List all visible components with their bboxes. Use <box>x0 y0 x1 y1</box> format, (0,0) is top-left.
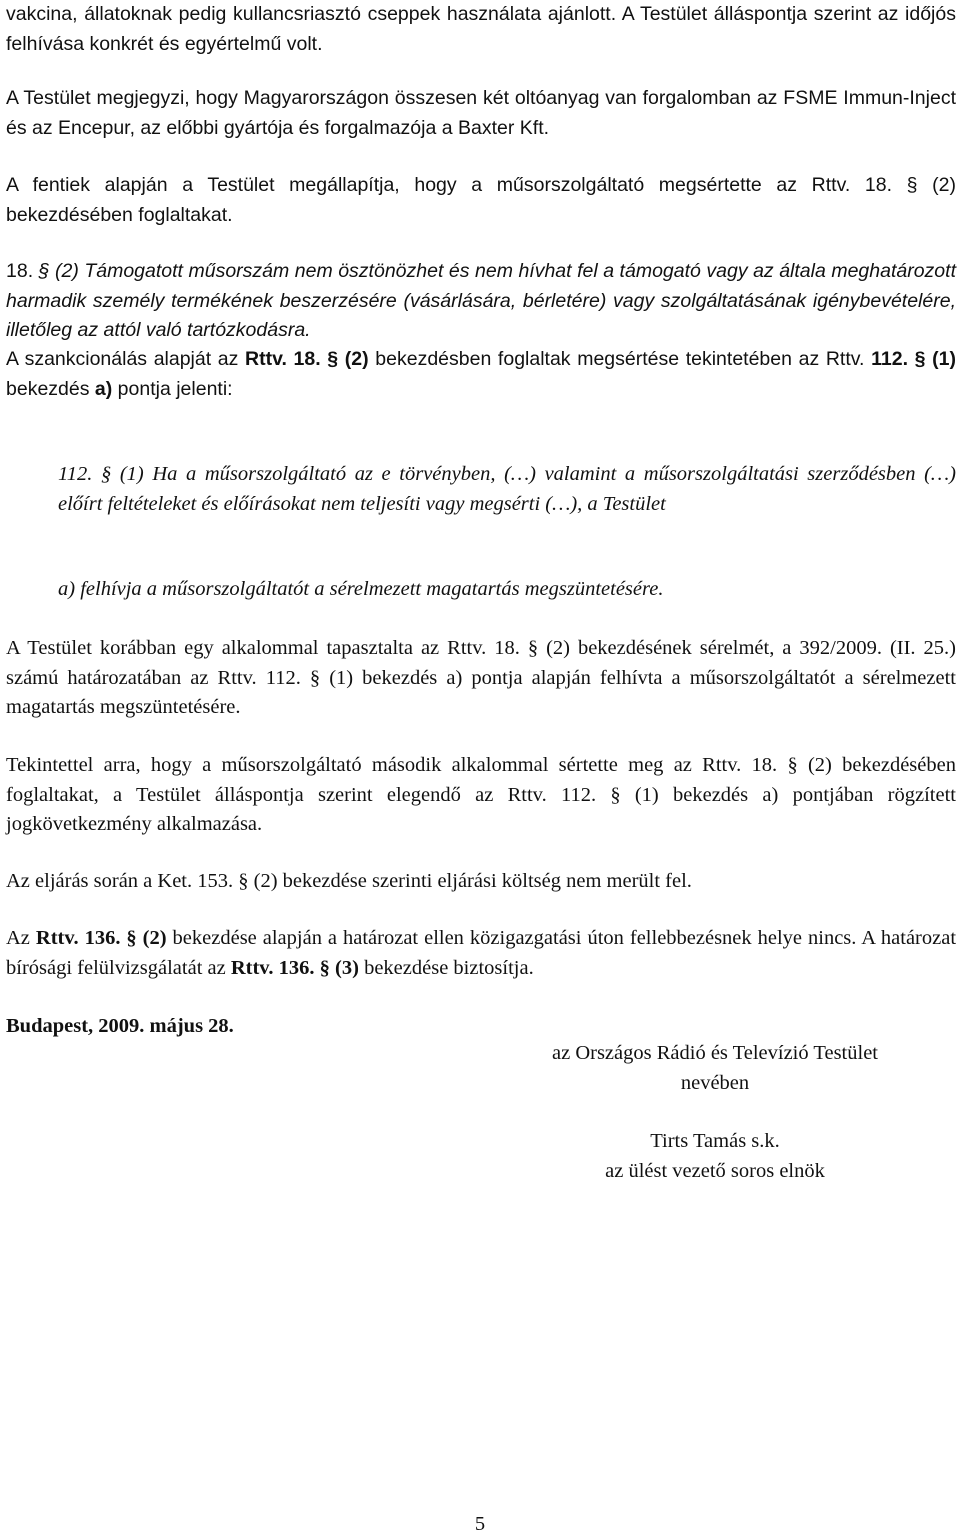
paragraph-vaccine-recommendation: vakcina, állatoknak pedig kullancsriasztó cseppek használata ajánlott. A Testület álláspontja szerint az időjós felhívása konkrét és egyértelmű volt. <box>6 3 956 55</box>
text-run: Az <box>6 927 36 949</box>
text-run-bold: (3) <box>335 956 359 979</box>
paragraph-second-violation: Tekintettel arra, hogy a műsorszolgáltató második alkalommal sértette meg az Rttv. 18. § (2) bekezdésében foglaltakat, a Testület álláspontja szerint elegendő az Rttv. 112. § (1) bekezdés a) pontjában rögzített jogkövetkezmény alkalmazása. <box>6 754 956 835</box>
text-run-bold: § <box>314 956 336 979</box>
text-run: bekezdése biztosítja. <box>358 956 534 979</box>
text-run-bold: Rttv. 136. <box>35 927 121 949</box>
text-run-bold: § <box>120 927 143 949</box>
place-and-date: Budapest, 2009. május 28. <box>6 1015 234 1037</box>
quote-section-number: 18. <box>6 260 39 282</box>
page-number: 5 <box>474 1513 486 1535</box>
text-run-bold: § <box>908 348 933 370</box>
paragraph-finding: A fentiek alapján a Testület megállapítja, hogy a műsorszolgáltató megsértette az Rttv. 18. § (2) bekezdésében foglaltakat. <box>6 174 956 226</box>
quote-rttv-112-1: 112. § (1) Ha a műsorszolgáltató az e törvényben, (…) valamint a műsorszolgáltatási szerződésben (…) előírt feltételeket és előírásokat nem teljesíti vagy megsérti (…), a Testület <box>58 463 956 515</box>
text-run: bekezdése alapján a határozat ellen közigazgatási úton fellebbezésnek helye nincs. A határozat bírósági felülvizsgálatát az <box>6 927 957 979</box>
text-run-bold: (2) <box>344 348 369 370</box>
paragraph-sanction-basis <box>6 345 956 404</box>
text-run-bold: Rttv. 18. <box>245 348 321 370</box>
signature-body-line-2: nevében <box>680 1071 750 1094</box>
quote-section-text: § (2) Támogatott műsorszám nem ösztönözhet és nem hívhat fel a támogató vagy az általa meghatározott harmadik személy termékének beszerzésére (vásárlására, bérletére) vagy szolgáltatásának igénybevételére, illetőleg az attól való tartózkodásra. <box>6 260 956 341</box>
text-run: bekezdés <box>6 377 95 400</box>
quote-rttv-112-1-a: a) felhívja a műsorszolgáltatót a sérelmezett magatartás megszüntetésére. <box>58 578 664 600</box>
signature-block <box>500 1039 930 1186</box>
text-run-bold: (1) <box>932 348 956 370</box>
text-run: bekezdésben foglaltak megsértése tekintetében az Rttv. <box>368 348 872 370</box>
paragraph-procedural-cost: Az eljárás során a Ket. 153. § (2) bekezdése szerinti eljárási költség nem merült fel. <box>6 870 692 892</box>
paragraph-legal-remedy <box>6 924 956 983</box>
text-run-bold: 112. <box>871 348 909 370</box>
paragraph-vaccines-available: A Testület megjegyzi, hogy Magyarországon összesen két oltóanyag van forgalomban az FSME Immun-Inject és az Encepur, az előbbi gyártója és forgalmazója a Baxter Kft. <box>6 87 956 139</box>
paragraph-previous-violation: A Testület korábban egy alkalommal tapasztalta az Rttv. 18. § (2) bekezdésének sérelmét, a 392/2009. (II. 25.) számú határozatában az Rttv. 112. § (1) bekezdés a) pontja alapján felhívta a műsorszolgáltatót a sérelmezett magatartás megszüntetésére. <box>6 637 956 718</box>
text-run: A szankcionálás alapját az <box>6 348 246 370</box>
signatory-name: Tirts Tamás s.k. <box>650 1130 780 1152</box>
text-run-bold: a) <box>94 377 113 400</box>
text-run: pontja jelenti: <box>112 377 233 400</box>
signature-spacer <box>500 1098 930 1127</box>
quote-rttv-18-2 <box>6 257 956 346</box>
text-run-bold: (2) <box>142 927 167 949</box>
text-run-bold: Rttv. 136. <box>230 956 315 979</box>
signatory-role: az ülést vezető soros elnök <box>605 1159 825 1182</box>
signature-body-line: az Országos Rádió és Televízió Testület <box>552 1042 878 1064</box>
text-run-bold: § <box>320 348 345 370</box>
